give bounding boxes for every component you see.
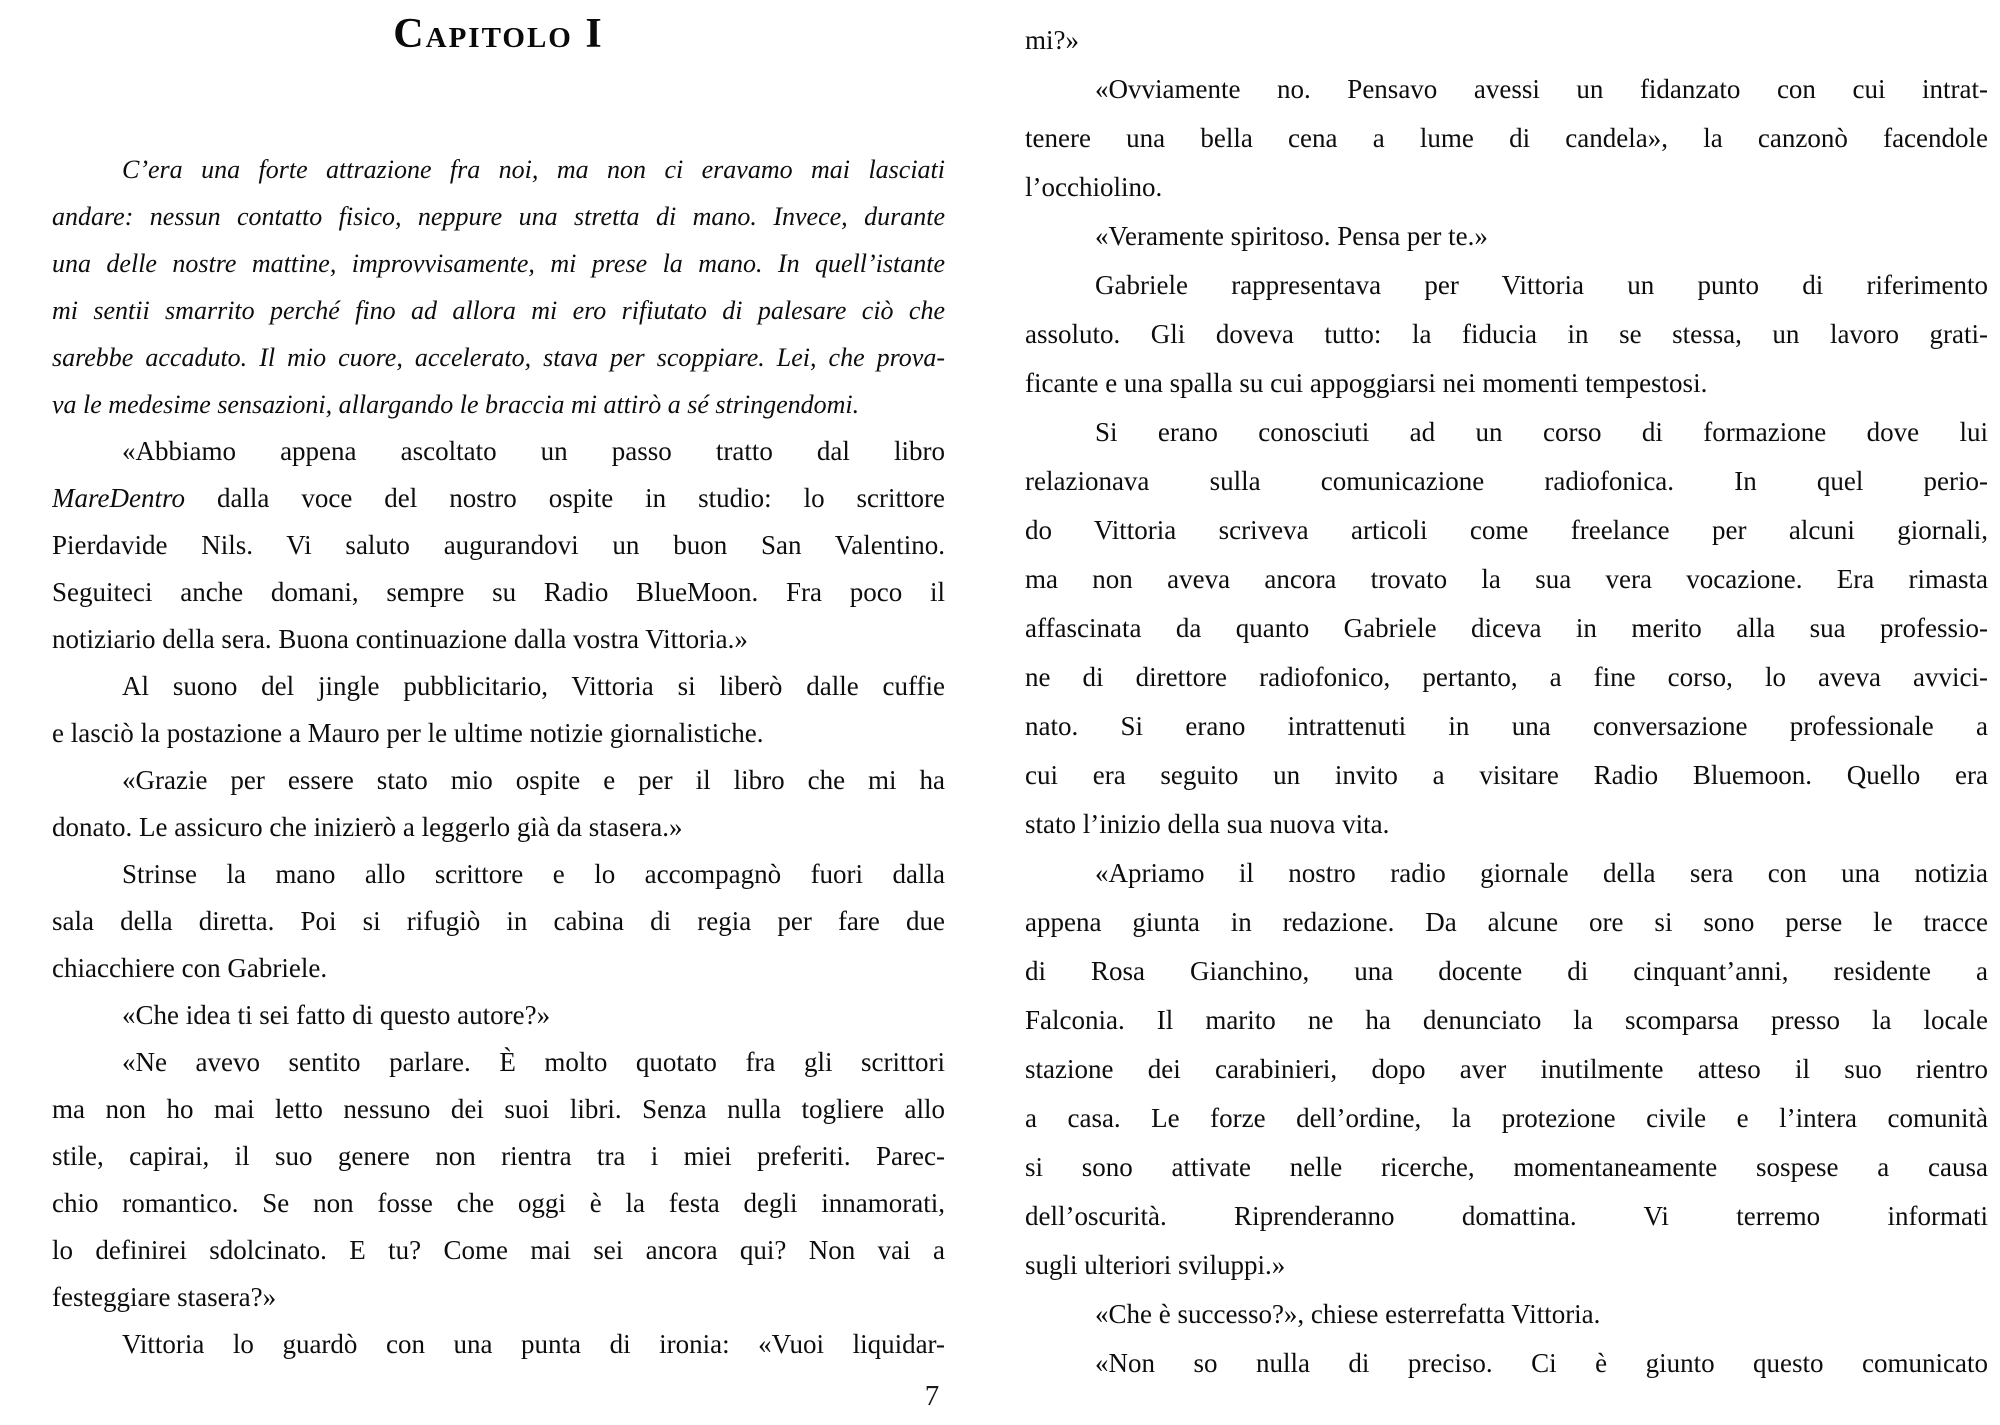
text-line: cui era seguito un invito a visitare Radio Bluemoon. Quello era xyxy=(1025,760,1988,790)
text-line: dell’oscurità. Riprenderanno domattina. Vi terremo informati xyxy=(1025,1201,1988,1231)
text-line: e lasciò la postazione a Mauro per le ultime notizie giornalistiche. xyxy=(52,718,764,748)
text-line: C’era una forte attrazione fra noi, ma non ci eravamo mai lasciati xyxy=(122,155,945,184)
text-line: di Rosa Gianchino, una docente di cinquant’anni, residente a xyxy=(1025,956,1988,986)
text-line: donato. Le assicuro che inizierò a leggerlo già da stasera.» xyxy=(52,812,683,842)
text-line: «Apriamo il nostro radio giornale della sera con una notizia xyxy=(1095,858,1988,888)
text-line: «Ovviamente no. Pensavo avessi un fidanzato con cui intrat- xyxy=(1095,74,1988,104)
text-line: si sono attivate nelle ricerche, momentaneamente sospese a causa xyxy=(1025,1152,1988,1182)
text-line: sala della diretta. Poi si rifugiò in cabina di regia per fare due xyxy=(52,906,945,936)
text-line: andare: nessun contatto fisico, neppure una stretta di mano. Invece, durante xyxy=(52,202,945,231)
text-line: do Vittoria scriveva articoli come freelance per alcuni giornali, xyxy=(1025,515,1988,545)
text-segment: dalla voce del nostro ospite in studio: lo scrittore xyxy=(184,483,945,513)
text-line: mi?» xyxy=(1025,25,1079,55)
chapter-title: Capitolo I xyxy=(393,11,604,57)
text-line: «Grazie per essere stato mio ospite e per il libro che mi ha xyxy=(122,765,945,795)
text-line: a casa. Le forze dell’ordine, la protezione civile e l’intera comunità xyxy=(1025,1103,1988,1133)
text-line: va le medesime sensazioni, allargando le braccia mi attirò a sé stringendomi. xyxy=(52,390,860,419)
text-line: Seguiteci anche domani, sempre su Radio BlueMoon. Fra poco il xyxy=(52,577,945,607)
text-line: sugli ulteriori sviluppi.» xyxy=(1025,1250,1286,1280)
text-line: Vittoria lo guardò con una punta di ironia: «Vuoi liquidar- xyxy=(122,1329,945,1359)
text-line: ma non aveva ancora trovato la sua vera vocazione. Era rimasta xyxy=(1025,564,1988,594)
text-line: lo definirei sdolcinato. E tu? Come mai sei ancora qui? Non vai a xyxy=(52,1235,945,1265)
text-line: «Veramente spiritoso. Pensa per te.» xyxy=(1095,221,1488,251)
text-line xyxy=(52,475,945,522)
page-number: 7 xyxy=(924,1380,940,1412)
text-line: assoluto. Gli doveva tutto: la fiducia in se stessa, un lavoro grati- xyxy=(1025,319,1988,349)
text-line: chiacchiere con Gabriele. xyxy=(52,953,328,983)
text-line: l’occhiolino. xyxy=(1025,172,1163,202)
text-column-left xyxy=(52,12,945,1368)
text-line: «Che è successo?», chiese esterrefatta Vittoria. xyxy=(1095,1299,1601,1329)
text-line: relazionava sulla comunicazione radiofonica. In quel perio- xyxy=(1025,466,1988,496)
text-line: affascinata da quanto Gabriele diceva in merito alla sua professio- xyxy=(1025,613,1988,643)
text-line: «Abbiamo appena ascoltato un passo tratto dal libro xyxy=(122,436,945,466)
text-line: notiziario della sera. Buona continuazione dalla vostra Vittoria.» xyxy=(52,624,748,654)
text-line: «Non so nulla di preciso. Ci è giunto questo comunicato xyxy=(1095,1348,1988,1378)
left-column-text xyxy=(52,146,945,1368)
text-line: Pierdavide Nils. Vi saluto augurandovi un buon San Valentino. xyxy=(52,530,945,560)
book-title-emphasis: MareDentro xyxy=(52,483,185,513)
text-line: Falconia. Il marito ne ha denunciato la scomparsa presso la locale xyxy=(1025,1005,1988,1035)
text-line: «Ne avevo sentito parlare. È molto quotato fra gli scrittori xyxy=(122,1047,945,1077)
text-line: una delle nostre mattine, improvvisamente, mi prese la mano. In quell’istante xyxy=(52,249,945,278)
text-column-right xyxy=(1025,16,1988,1388)
text-line: Gabriele rappresentava per Vittoria un punto di riferimento xyxy=(1095,270,1988,300)
text-line: «Che idea ti sei fatto di questo autore?» xyxy=(122,1000,551,1030)
text-line: stato l’inizio della sua nuova vita. xyxy=(1025,809,1390,839)
text-line: stile, capirai, il suo genere non rientra tra i miei preferiti. Parec- xyxy=(52,1141,945,1171)
text-line: Al suono del jingle pubblicitario, Vittoria si liberò dalle cuffie xyxy=(122,671,945,701)
text-line: Si erano conosciuti ad un corso di formazione dove lui xyxy=(1095,417,1988,447)
text-line: nato. Si erano intrattenuti in una conversazione professionale a xyxy=(1025,711,1988,741)
text-line: ma non ho mai letto nessuno dei suoi libri. Senza nulla togliere allo xyxy=(52,1094,945,1124)
text-line: chio romantico. Se non fosse che oggi è la festa degli innamorati, xyxy=(52,1188,945,1218)
text-line: Strinse la mano allo scrittore e lo accompagnò fuori dalla xyxy=(122,859,945,889)
text-line: stazione dei carabinieri, dopo aver inutilmente atteso il suo rientro xyxy=(1025,1054,1988,1084)
text-line: tenere una bella cena a lume di candela», la canzonò facendole xyxy=(1025,123,1988,153)
text-line: appena giunta in redazione. Da alcune ore si sono perse le tracce xyxy=(1025,907,1988,937)
text-line: sarebbe accaduto. Il mio cuore, accelerato, stava per scoppiare. Lei, che prova- xyxy=(52,343,945,372)
text-line: mi sentii smarrito perché fino ad allora mi ero rifiutato di palesare ciò che xyxy=(52,296,945,325)
text-line: ficante e una spalla su cui appoggiarsi nei momenti tempestosi. xyxy=(1025,368,1708,398)
right-column-text xyxy=(1025,16,1988,1388)
text-line: ne di direttore radiofonico, pertanto, a fine corso, lo aveva avvici- xyxy=(1025,662,1988,692)
text-line: festeggiare stasera?» xyxy=(52,1282,277,1312)
